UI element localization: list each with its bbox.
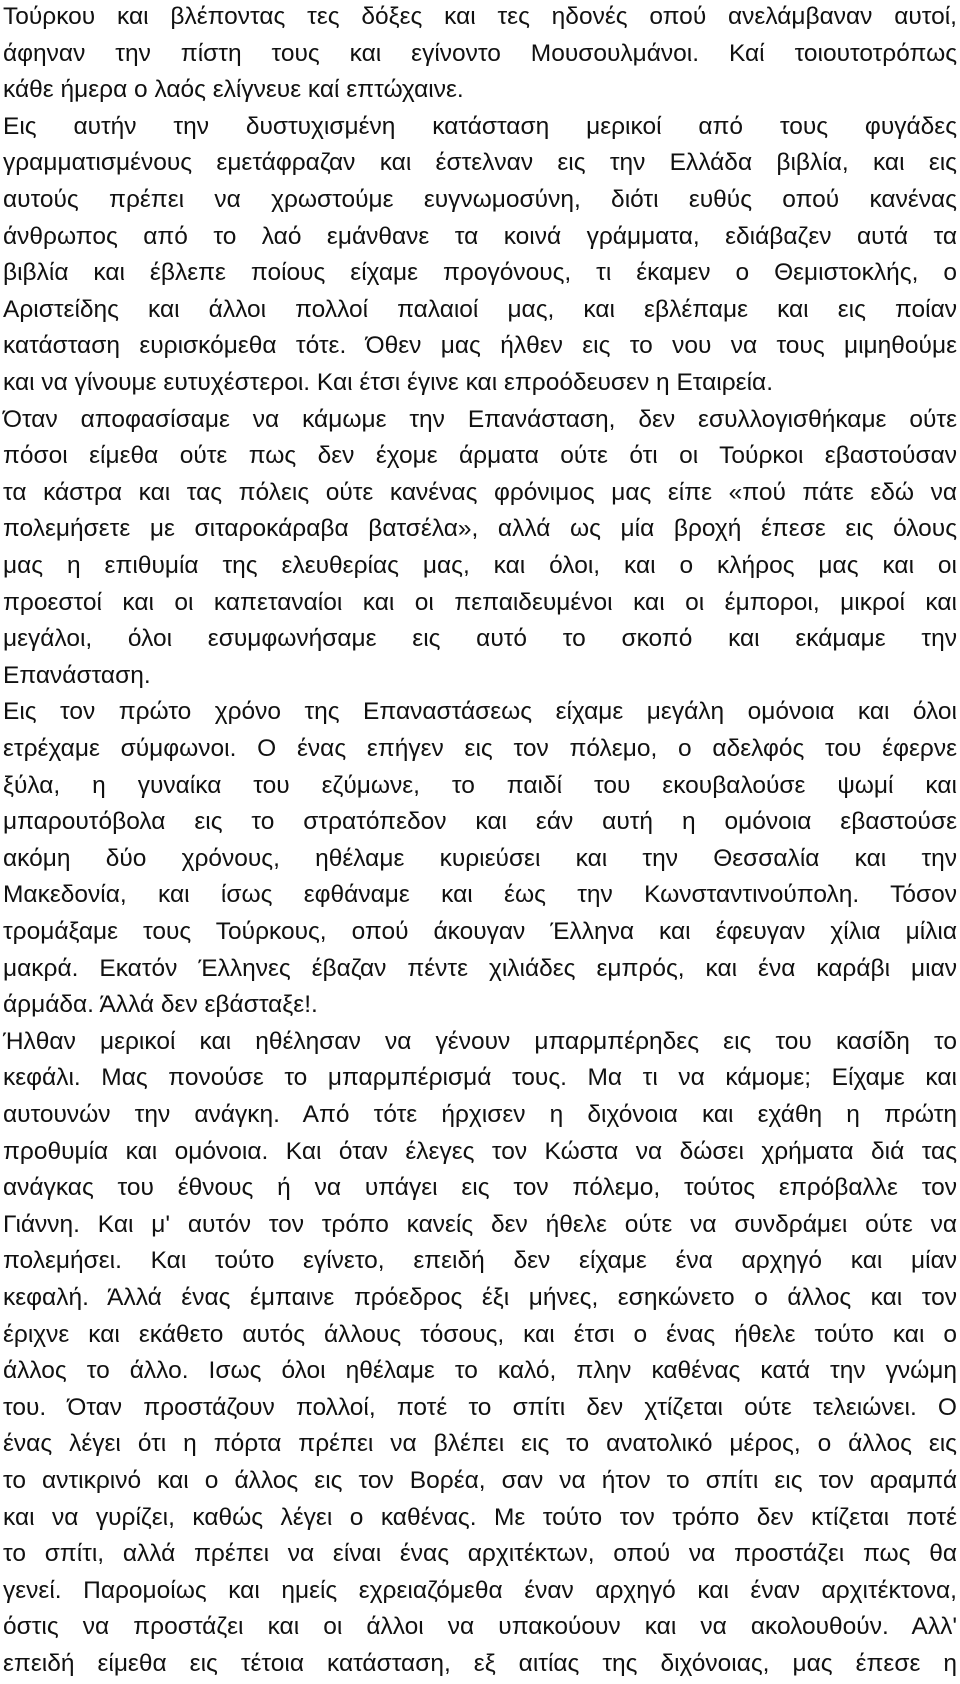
text-line: ανάγκας του έθνους ή να υπάγει εις τον πόλεμο, τούτος επρόβαλλε τον bbox=[3, 1174, 957, 1202]
text-line: Αριστείδης και άλλοι πολλοί παλαιοί μας, και εβλέπαμε και εις ποίαν bbox=[3, 295, 957, 323]
text-line: του. Όταν προστάζουν πολλοί, ποτέ το σπίτι δεν χτίζεται ούτε τελειώνει. Ο bbox=[3, 1393, 957, 1421]
text-line: ακόμη δύο χρόνους, ηθέλαμε κυριεύσει και την Θεσσαλία και την bbox=[3, 844, 957, 872]
text-line: Γιάννη. Και μ' αυτόν τον τρόπο κανείς δεν ήθελε ούτε να συνδράμει ούτε να bbox=[3, 1210, 957, 1238]
text-line: άνθρωπος από το λαό εμάνθανε τα κοινά γράμματα, εδιάβαζεν αυτά τα bbox=[3, 222, 957, 250]
text-line: αυτουνών την ανάγκη. Από τότε ήρχισεν η διχόνοια και εχάθη η πρώτη bbox=[3, 1101, 957, 1128]
text-line: επειδή είμεθα εις τέτοια κατάσταση, εξ αιτίας της διχόνοιας, μας έπεσε η bbox=[3, 1650, 957, 1677]
text-line: άρμάδα. Άλλά δεν εβάσταξε!. bbox=[3, 991, 318, 1019]
text-line: πόσοι είμεθα ούτε πως δεν έχομε άρματα ούτε ότι οι Τούρκοι εβαστούσαν bbox=[3, 442, 957, 470]
text-line: πολεμήσετε με σιταροκάραβα βατσέλα», αλλά ως μία βροχή έπεσε εις όλους bbox=[3, 515, 957, 543]
text-line: ένας λέγει ότι η πόρτα πρέπει να βλέπει εις το ανατολικό μέρος, ο άλλος εις bbox=[3, 1430, 957, 1458]
text-line: έριχνε και εκάθετο αυτός άλλους τόσους, και έτσι ο ένας ήθελε τούτο και ο bbox=[3, 1320, 957, 1348]
text-line: Όταν αποφασίσαμε να κάμωμε την Επανάσταση, δεν εσυλλογισθήκαμε ούτε bbox=[3, 405, 957, 433]
text-line: γραμματισμένους εμετάφραζαν και έστελναν εις την Ελλάδα βιβλία, και εις bbox=[3, 149, 957, 177]
text-line: κατάσταση ευρισκόμεθα τότε. Όθεν μας ήλθεν εις το νου να τους μιμηθούμε bbox=[3, 332, 957, 360]
text-line: κεφάλι. Μας πονούσε το μπαρμπέρισμά τους. Μα τι να κάμομε; Είχαμε και bbox=[3, 1064, 957, 1092]
text-line: Επανάσταση. bbox=[3, 661, 151, 689]
text-line: και να γυρίζει, καθώς λέγει ο καθένας. Με τούτο τον τρόπο δεν κτίζεται ποτέ bbox=[3, 1503, 957, 1531]
text-line: τα κάστρα και τας πόλεις ούτε κανένας φρόνιμος μας είπε «πού πάτε εδώ να bbox=[3, 478, 957, 506]
text-line: Εις αυτήν την δυστυχισμένη κατάσταση μερικοί από τους φυγάδες bbox=[3, 112, 957, 140]
text-line: ξύλα, η γυναίκα του εζύμωνε, το παιδί του εκουβαλούσε ψωμί και bbox=[3, 771, 957, 799]
text-line: Ήλθαν μερικοί και ηθέλησαν να γένουν μπαρμπέρηδες εις του κασίδη το bbox=[3, 1027, 957, 1055]
text-line: όστις να προστάζει και οι άλλοι να υπακούουν και να ακολουθούν. Αλλ' bbox=[3, 1613, 957, 1641]
text-line: γενεί. Παρομοίως και ημείς εχρειαζόμεθα έναν αρχηγό και έναν αρχιτέκτονα, bbox=[3, 1576, 957, 1604]
text-line: το σπίτι, αλλά πρέπει να είναι ένας αρχιτέκτων, οπού να προστάζει πως θα bbox=[3, 1540, 957, 1568]
text-line: κάθε ήμερα ο λαός ελίγνευε καί επτώχαινε. bbox=[3, 76, 464, 104]
text-line: ετρέχαμε σύμφωνοι. Ο ένας επήγεν εις τον πόλεμο, ο αδελφός του έφερνε bbox=[3, 735, 957, 762]
text-line: βιβλία και έβλεπε ποίους είχαμε προγόνους, τι έκαμεν ο Θεμιστοκλής, ο bbox=[3, 259, 957, 287]
text-line: και να γίνουμε ευτυχέστεροι. Και έτσι έγινε και επροόδευσεν η Εταιρεία. bbox=[3, 369, 774, 396]
text-line: τρομάξαμε τους Τούρκους, οπού άκουγαν Έλληνα και έφευγαν χίλια μίλια bbox=[3, 918, 957, 945]
text-line: μακρά. Εκατόν Έλληνες έβαζαν πέντε χιλιάδες εμπρός, και ένα καράβι μιαν bbox=[3, 954, 957, 982]
text-line: πολεμήσει. Και τούτο εγίνετο, επειδή δεν είχαμε ένα αρχηγό και μίαν bbox=[3, 1247, 957, 1275]
text-line: Μακεδονία, και ίσως εφθάναμε και έως την Κωνσταντινούπολη. Τόσον bbox=[3, 881, 957, 909]
text-line: αυτούς πρέπει να χρωστούμε ευγνωμοσύνη, διότι ευθύς οπού κανένας bbox=[3, 186, 957, 213]
text-line: μας η επιθυμία της ελευθερίας μας, και όλοι, και ο κλήρος μας και οι bbox=[3, 552, 957, 579]
text-line: μεγάλοι, όλοι εσυμφωνήσαμε εις αυτό το σκοπό και εκάμαμε την bbox=[3, 625, 957, 653]
text-line: Εις τον πρώτο χρόνο της Επαναστάσεως είχαμε μεγάλη ομόνοια και όλοι bbox=[3, 698, 957, 726]
text-line: άλλος το άλλο. Ισως όλοι ηθέλαμε το καλό, πλην καθένας κατά την γνώμη bbox=[3, 1357, 957, 1385]
text-line: το αντικρινό και ο άλλος εις τον Βορέα, σαν να ήτον το σπίτι εις τον αραμπά bbox=[3, 1467, 957, 1494]
text-line: προθυμία και ομόνοια. Και όταν έλεγες τον Κώστα να δώσει χρήματα διά τας bbox=[3, 1137, 957, 1165]
text-line: κεφαλή. Άλλά ένας έμπαινε πρόεδρος έξι μήνες, εσηκώνετο ο άλλος και τον bbox=[3, 1284, 957, 1311]
text-line: Τούρκου και βλέποντας τες δόξες και τες ηδονές οπού ανελάμβαναν αυτοί, bbox=[3, 3, 957, 30]
text-line: προεστοί και οι καπεταναίοι και οι πεπαιδευμένοι και οι έμποροι, μικροί και bbox=[3, 588, 957, 616]
text-line: μπαρουτόβολα εις το στρατόπεδον και εάν αυτή η ομόνοια εβαστούσε bbox=[3, 808, 957, 836]
text-line: άφηναν την πίστη τους και εγίνοντο Μουσουλμάνοι. Καί τοιουτοτρόπως bbox=[3, 39, 957, 67]
